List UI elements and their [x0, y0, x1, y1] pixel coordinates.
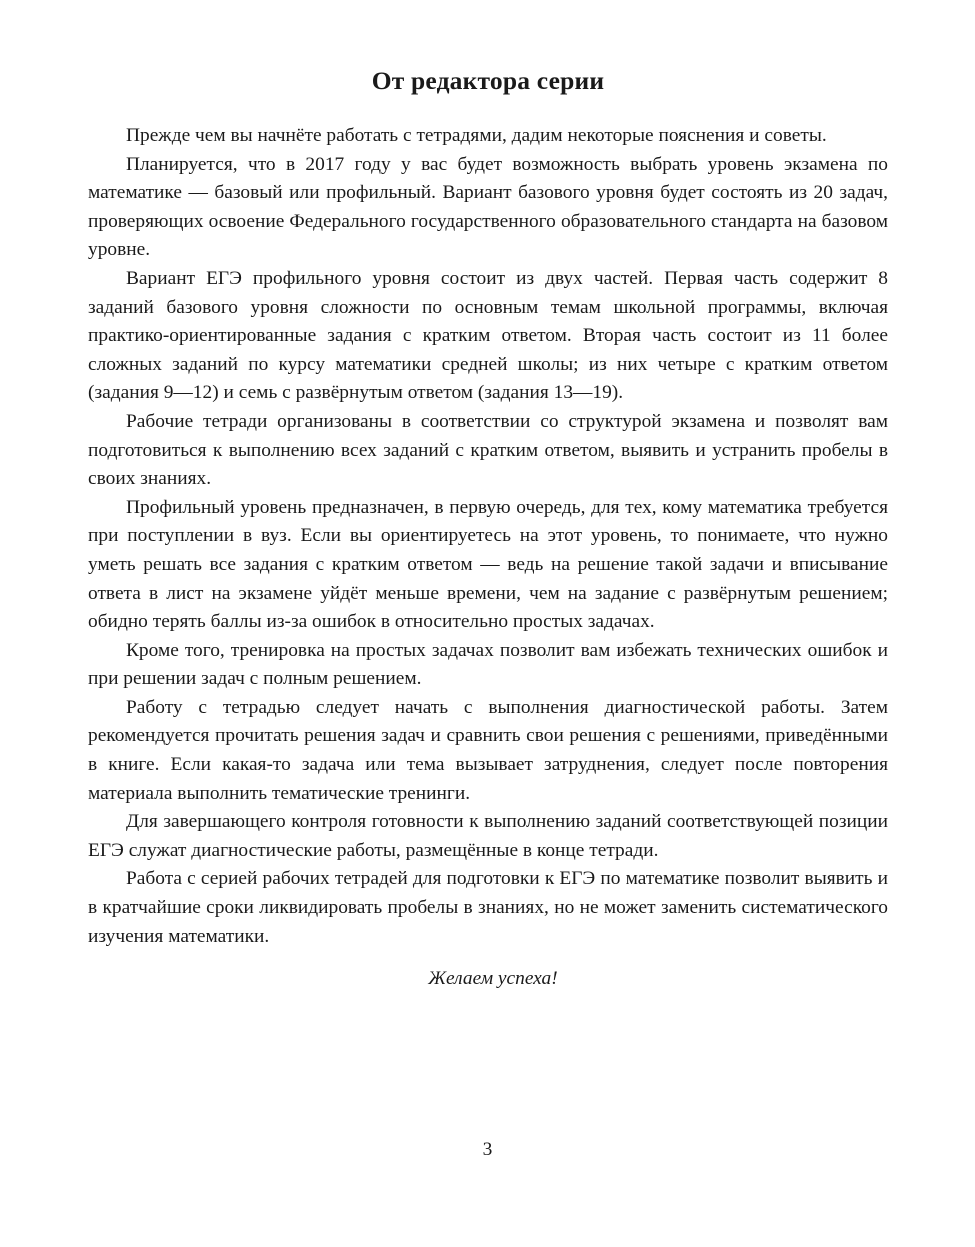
paragraph-8: Для завершающего контроля готовности к выполнению заданий соответствующей позиции ЕГЭ служат диагностические работы, размещённые в конце тетради.: [88, 811, 888, 861]
page-number: 3: [482, 1139, 493, 1160]
paragraph-1: Прежде чем вы начнёте работать с тетрадями, дадим некоторые пояснения и советы.: [126, 125, 827, 146]
paragraph-7: Работу с тетрадью следует начать с выполнения диагностической работы. Затем рекомендуется прочитать решения задач и сравнить свои решения с решениями, приведёнными в книге. Если какая-то задача или тема вызывает затруднения, следует после повторения материала выполнить тематические тренинги.: [88, 696, 888, 804]
paragraph-5: Профильный уровень предназначен, в первую очередь, для тех, кому математика требуется при поступлении в вуз. Если вы ориентируетесь на этот уровень, то понимаете, что нужно уметь решать все задания с кратким ответом — ведь на решение такой задачи и вписывание ответа в лист на экзамене уйдёт меньше времени, чем на задание с развёрнутым решением; обидно терять баллы из-за ошибок в относительно простых задачах.: [88, 496, 888, 633]
paragraph-6: Кроме того, тренировка на простых задачах позволит вам избежать технических ошибок и при решении задач с полным решением.: [88, 639, 888, 690]
closing-line: Желаем успеха!: [428, 968, 558, 990]
paragraph-3: Вариант ЕГЭ профильного уровня состоит из двух частей. Первая часть содержит 8 заданий базового уровня сложности по основным темам школьной программы, включая практико-ориентированные задания с кратким ответом. Вторая часть состоит из 11 более сложных заданий по курсу математики средней школы; из них четыре с кратким ответом (задания 9—12) и семь с развёрнутым ответом (задания 13—19).: [88, 267, 888, 404]
page-content: [88, 66, 888, 994]
paragraph-4: Рабочие тетради организованы в соответствии со структурой экзамена и позволят вам подготовиться к выполнению всех заданий с кратким ответом, выявить и устранить пробелы в своих знаниях.: [88, 410, 888, 490]
paragraph-2: Планируется, что в 2017 году у вас будет возможность выбрать уровень экзамена по математике — базовый или профильный. Вариант базового уровня будет состоять из 20 задач, проверяющих освоение Федерального государственного образовательного стандарта на базовом уровне.: [88, 153, 888, 261]
page-title: От редактора серии: [371, 66, 605, 95]
paragraph-9: Работа с серией рабочих тетрадей для подготовки к ЕГЭ по математике позволит выявить и в кратчайшие сроки ликвидировать пробелы в знаниях, но не может заменить систематического изучения математики.: [88, 868, 888, 947]
